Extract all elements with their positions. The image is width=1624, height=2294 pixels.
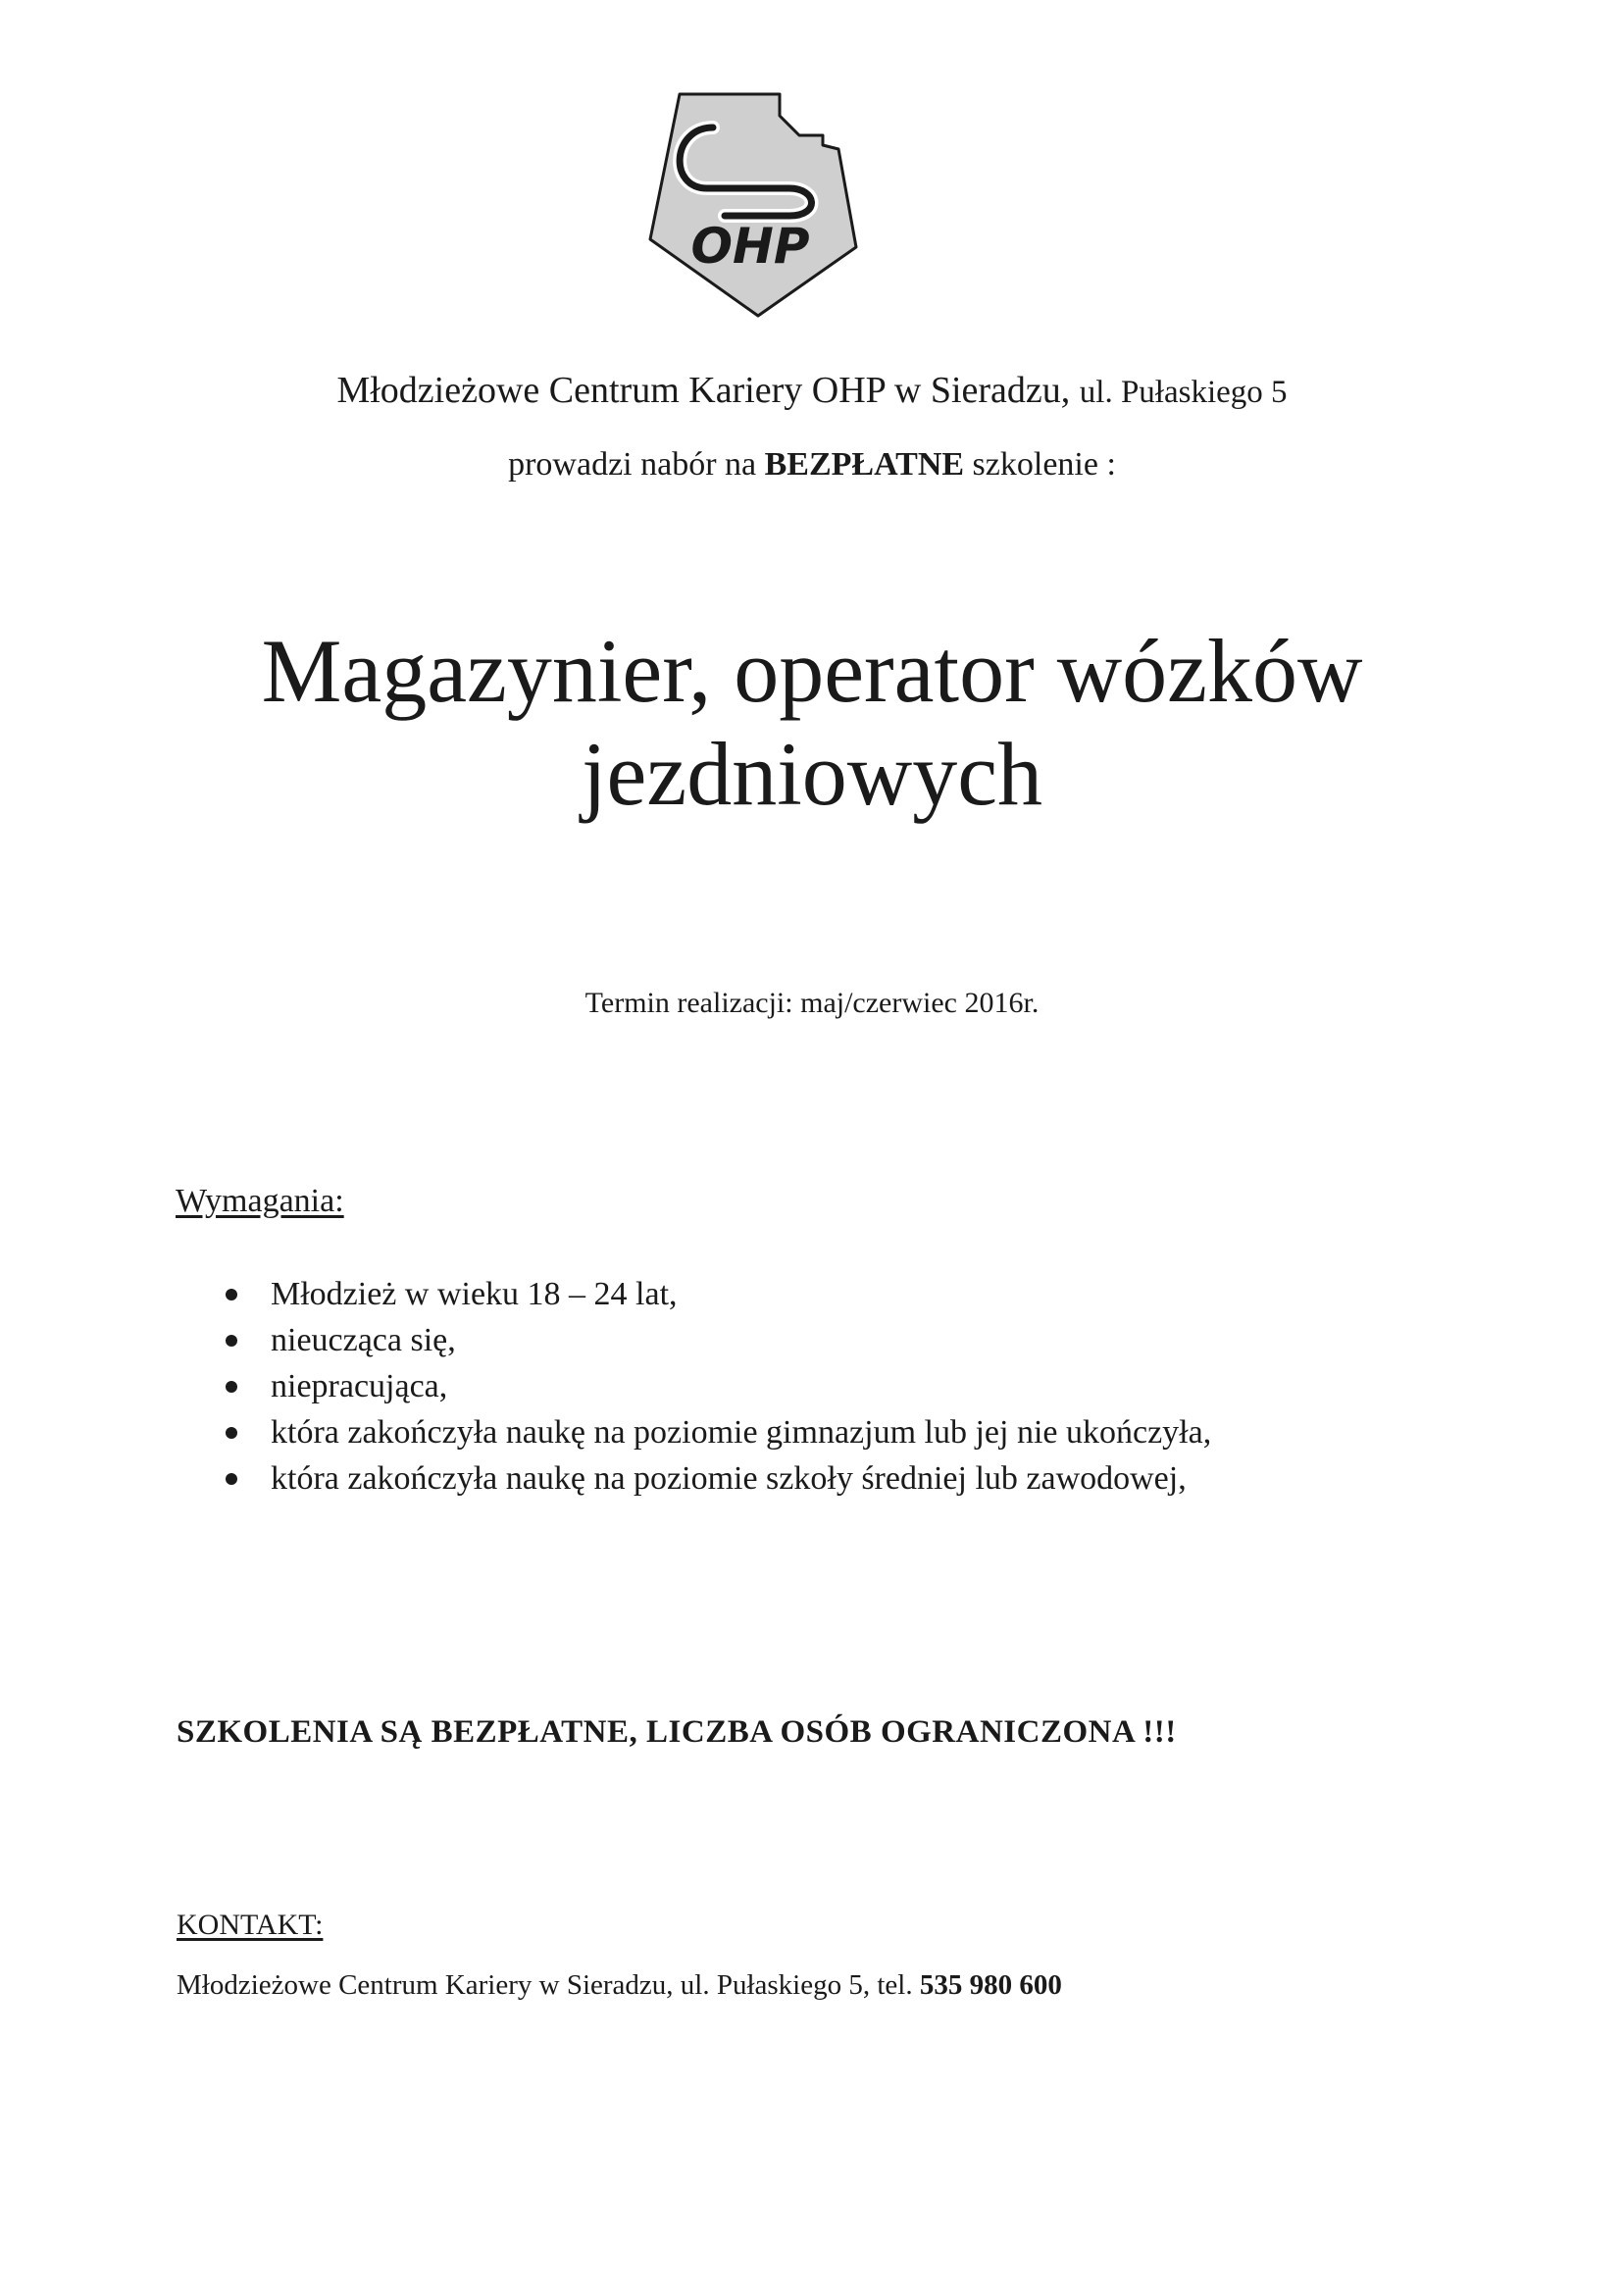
bullet-icon: [226, 1473, 237, 1485]
bullet-icon: [226, 1289, 237, 1300]
organization-address: ul. Pułaskiego 5: [1079, 375, 1288, 410]
recruitment-suffix: szkolenie :: [964, 446, 1116, 483]
free-training-notice: SZKOLENIA SĄ BEZPŁATNE, LICZBA OSÓB OGRANICZONA !!!: [177, 1714, 1177, 1750]
contact-address: Młodzieżowe Centrum Kariery w Sieradzu, ul. Pułaskiego 5, tel.: [177, 1969, 920, 2001]
bullet-icon: [226, 1427, 237, 1439]
bullet-icon: [226, 1335, 237, 1347]
course-title-line-2: jezdniowych: [581, 724, 1043, 824]
recruitment-line: [0, 446, 1624, 484]
ohp-logo-text: OHP: [690, 218, 810, 275]
bullet-icon: [226, 1381, 237, 1393]
recruitment-prefix: prowadzi nabór na: [508, 446, 765, 483]
contact-heading: KONTAKT:: [177, 1909, 324, 1941]
contact-details: [177, 1969, 1062, 2002]
requirement-item: która zakończyła naukę na poziomie gimnazjum lub jej nie ukończyła,: [222, 1409, 1211, 1455]
requirement-item: niepracująca,: [222, 1363, 1211, 1409]
course-title-line-1: Magazynier, operator wózków: [261, 621, 1363, 721]
ohp-logo: [642, 86, 878, 327]
requirement-item: która zakończyła naukę na poziomie szkoły średniej lub zawodowej,: [222, 1455, 1211, 1502]
requirement-item: nieucząca się,: [222, 1317, 1211, 1363]
contact-phone: 535 980 600: [919, 1969, 1062, 2001]
requirements-list: [222, 1271, 1211, 1502]
requirement-item: Młodzież w wieku 18 – 24 lat,: [222, 1271, 1211, 1317]
free-emphasis: BEZPŁATNE: [764, 446, 965, 483]
organization-name: Młodzieżowe Centrum Kariery OHP w Sieradzu,: [336, 370, 1080, 411]
realization-date: Termin realizacji: maj/czerwiec 2016r.: [584, 987, 1040, 1019]
organization-line: [0, 369, 1624, 412]
course-title: [0, 620, 1624, 826]
requirements-heading: Wymagania:: [176, 1183, 344, 1219]
